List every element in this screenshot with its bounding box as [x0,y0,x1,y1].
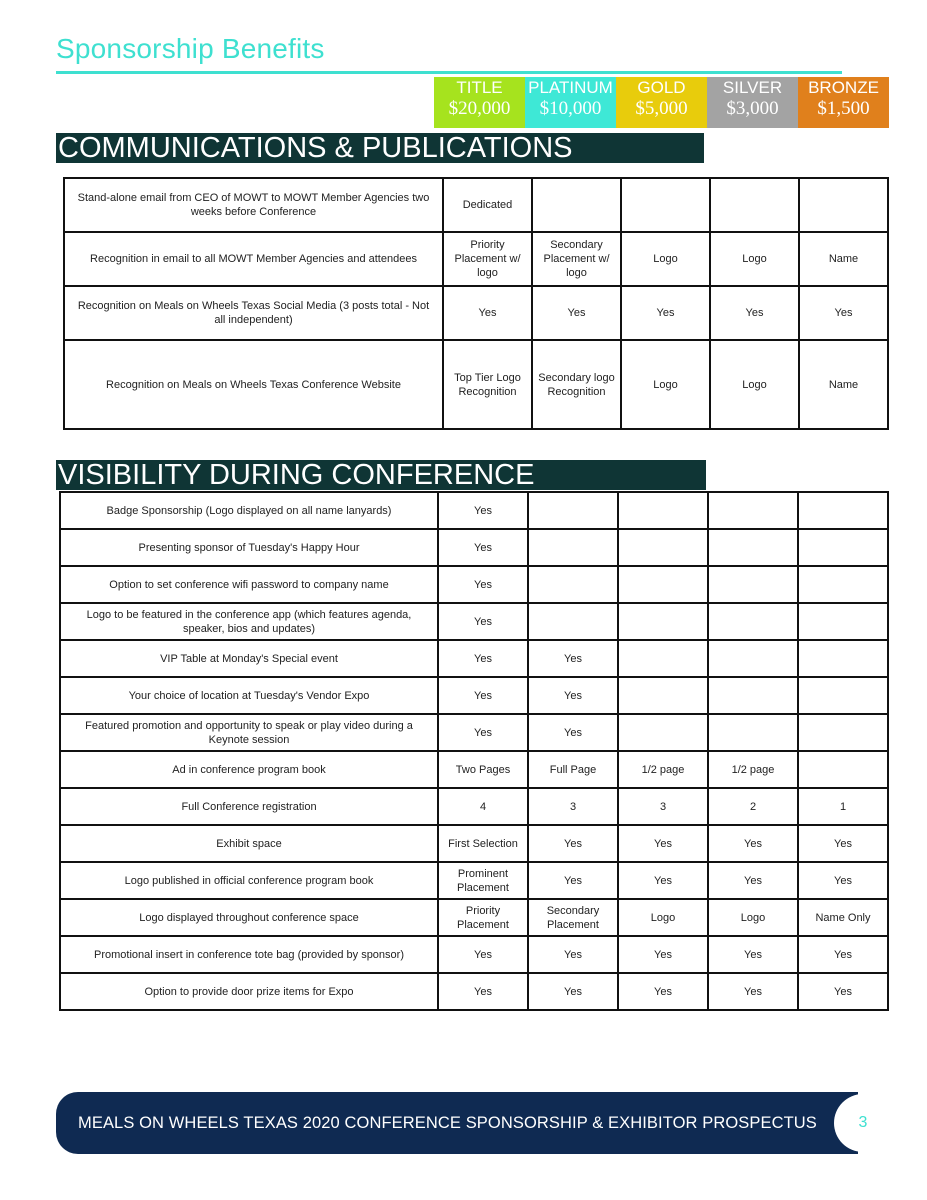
tier-cell-bronze [799,178,888,232]
tier-cell-title: Yes [438,936,528,973]
tier-cell-gold: Yes [621,286,710,340]
tier-cell-platinum [532,178,621,232]
title-divider [56,71,842,74]
tier-cell-bronze [798,677,888,714]
tier-cell-title: Prominent Placement [438,862,528,899]
benefit-label: Stand-alone email from CEO of MOWT to MOWT Member Agencies two weeks before Conference [64,178,443,232]
tier-cell-title: Yes [438,677,528,714]
tier-cell-gold: Yes [618,862,708,899]
tier-cell-silver [708,640,798,677]
tier-cell-title: 4 [438,788,528,825]
tier-cell-silver [708,566,798,603]
communications-table-body [64,178,888,429]
table-row [64,340,888,429]
tier-cell-bronze: Yes [799,286,888,340]
communications-table [63,177,889,430]
communications-heading: COMMUNICATIONS & PUBLICATIONS [56,133,704,163]
table-row [64,232,888,286]
tier-cell-platinum: Secondary Placement [528,899,618,936]
tier-cell-platinum [528,492,618,529]
benefit-label: Option to provide door prize items for Expo [60,973,438,1010]
tier-price: $1,500 [817,98,870,119]
table-row [64,286,888,340]
tier-name: GOLD [637,78,686,97]
tier-cell-silver: Yes [708,825,798,862]
tier-cell-title: Yes [438,566,528,603]
footer-banner [56,1092,858,1154]
benefit-label: Option to set conference wifi password to company name [60,566,438,603]
tier-cell-gold [618,603,708,640]
table-row [60,825,888,862]
tier-cell-gold: Yes [618,825,708,862]
tier-cell-gold: Logo [618,899,708,936]
page-number: 3 [834,1094,892,1152]
tier-name: TITLE [456,78,503,97]
visibility-table-body [60,492,888,1010]
tier-cell-title: Yes [438,973,528,1010]
tier-cell-gold: 3 [618,788,708,825]
tier-cell-bronze: Yes [798,862,888,899]
tier-price: $5,000 [635,98,688,119]
benefit-label: Recognition in email to all MOWT Member Agencies and attendees [64,232,443,286]
benefit-label: Full Conference registration [60,788,438,825]
benefit-label: Your choice of location at Tuesday's Vendor Expo [60,677,438,714]
tier-cell-gold [618,640,708,677]
tier-cell-title: Priority Placement [438,899,528,936]
table-row [60,899,888,936]
table-row [60,936,888,973]
tier-cell-silver: 2 [708,788,798,825]
tier-cell-silver: Logo [710,340,799,429]
table-row [60,603,888,640]
tier-cell-gold [618,566,708,603]
table-row [60,714,888,751]
tier-cell-silver [708,529,798,566]
tier-cell-title: Priority Placement w/ logo [443,232,532,286]
tier-cell-silver [708,677,798,714]
tier-price: $20,000 [448,98,511,119]
tier-cell-bronze [798,566,888,603]
tier-cell-gold [618,529,708,566]
tier-cell-silver: Yes [708,973,798,1010]
benefit-label: Badge Sponsorship (Logo displayed on all name lanyards) [60,492,438,529]
benefit-label: Logo to be featured in the conference app (which features agenda, speaker, bios and updates) [60,603,438,640]
table-row [60,640,888,677]
table-row [60,492,888,529]
tier-cell-silver: Logo [708,899,798,936]
tier-platinum [525,77,616,128]
tier-cell-platinum: Yes [528,714,618,751]
benefit-label: VIP Table at Monday's Special event [60,640,438,677]
tier-cell-title: Yes [438,714,528,751]
table-row [60,788,888,825]
tier-title [434,77,525,128]
tier-cell-platinum: Yes [528,825,618,862]
visibility-table [59,491,889,1011]
tier-price: $10,000 [539,98,602,119]
tier-cell-silver: Logo [710,232,799,286]
tier-silver [707,77,798,128]
table-row [60,973,888,1010]
table-row [60,677,888,714]
tier-cell-title: Yes [443,286,532,340]
tier-cell-gold [618,677,708,714]
tier-cell-platinum [528,566,618,603]
tier-cell-bronze [798,640,888,677]
benefit-label: Featured promotion and opportunity to speak or play video during a Keynote session [60,714,438,751]
tier-cell-platinum: Yes [528,973,618,1010]
tier-cell-bronze: Name Only [798,899,888,936]
tier-cell-bronze [798,603,888,640]
tier-name: PLATINUM [528,78,613,97]
tier-cell-gold: Logo [621,232,710,286]
tier-cell-gold: Logo [621,340,710,429]
tier-cell-bronze [798,529,888,566]
tier-cell-platinum: Secondary Placement w/ logo [532,232,621,286]
footer-text: MEALS ON WHEELS TEXAS 2020 CONFERENCE SPONSORSHIP & EXHIBITOR PROSPECTUS [78,1114,817,1132]
tier-cell-title: Yes [438,640,528,677]
tier-cell-bronze: Name [799,232,888,286]
tier-cell-platinum: Yes [528,862,618,899]
tier-gold [616,77,707,128]
benefit-label: Recognition on Meals on Wheels Texas Conference Website [64,340,443,429]
tier-cell-platinum: Yes [532,286,621,340]
table-row [60,566,888,603]
tier-cell-silver: 1/2 page [708,751,798,788]
tier-price: $3,000 [726,98,779,119]
tier-cell-silver [708,603,798,640]
tier-cell-platinum: Full Page [528,751,618,788]
tier-cell-gold: 1/2 page [618,751,708,788]
benefit-label: Promotional insert in conference tote bag (provided by sponsor) [60,936,438,973]
tier-cell-platinum: Secondary logo Recognition [532,340,621,429]
tier-cell-bronze: Yes [798,973,888,1010]
table-row [64,178,888,232]
tier-cell-bronze [798,751,888,788]
benefit-label: Logo displayed throughout conference space [60,899,438,936]
tier-cell-title: Yes [438,603,528,640]
table-row [60,529,888,566]
tier-cell-bronze: Yes [798,936,888,973]
tier-cell-platinum: Yes [528,640,618,677]
tier-cell-silver: Yes [708,862,798,899]
visibility-heading: VISIBILITY DURING CONFERENCE [56,460,706,490]
tier-cell-silver [710,178,799,232]
tier-cell-gold: Yes [618,936,708,973]
tier-cell-silver [708,492,798,529]
table-row [60,751,888,788]
tier-cell-title: Two Pages [438,751,528,788]
tier-cell-gold [621,178,710,232]
tier-cell-silver: Yes [710,286,799,340]
tier-cell-silver [708,714,798,751]
tier-cell-title: Top Tier Logo Recognition [443,340,532,429]
tier-cell-title: First Selection [438,825,528,862]
tier-cell-bronze: 1 [798,788,888,825]
tier-cell-gold: Yes [618,973,708,1010]
benefit-label: Presenting sponsor of Tuesday's Happy Hour [60,529,438,566]
tier-cell-silver: Yes [708,936,798,973]
tier-cell-title: Dedicated [443,178,532,232]
benefit-label: Recognition on Meals on Wheels Texas Social Media (3 posts total - Not all independent) [64,286,443,340]
tier-cell-bronze [798,714,888,751]
tier-cell-bronze: Name [799,340,888,429]
tier-bronze [798,77,889,128]
tier-cell-platinum [528,603,618,640]
tier-cell-platinum [528,529,618,566]
tier-cell-platinum: 3 [528,788,618,825]
tier-cell-platinum: Yes [528,677,618,714]
tier-cell-bronze [798,492,888,529]
tier-cell-gold [618,714,708,751]
tier-cell-title: Yes [438,492,528,529]
benefit-label: Logo published in official conference program book [60,862,438,899]
page-title: Sponsorship Benefits [56,33,325,64]
tier-cell-platinum: Yes [528,936,618,973]
benefit-label: Ad in conference program book [60,751,438,788]
tier-cell-gold [618,492,708,529]
tier-name: SILVER [722,78,783,97]
tier-cell-bronze: Yes [798,825,888,862]
benefit-label: Exhibit space [60,825,438,862]
table-row [60,862,888,899]
tier-name: BRONZE [808,78,879,97]
tier-cell-title: Yes [438,529,528,566]
tier-header [434,77,889,128]
